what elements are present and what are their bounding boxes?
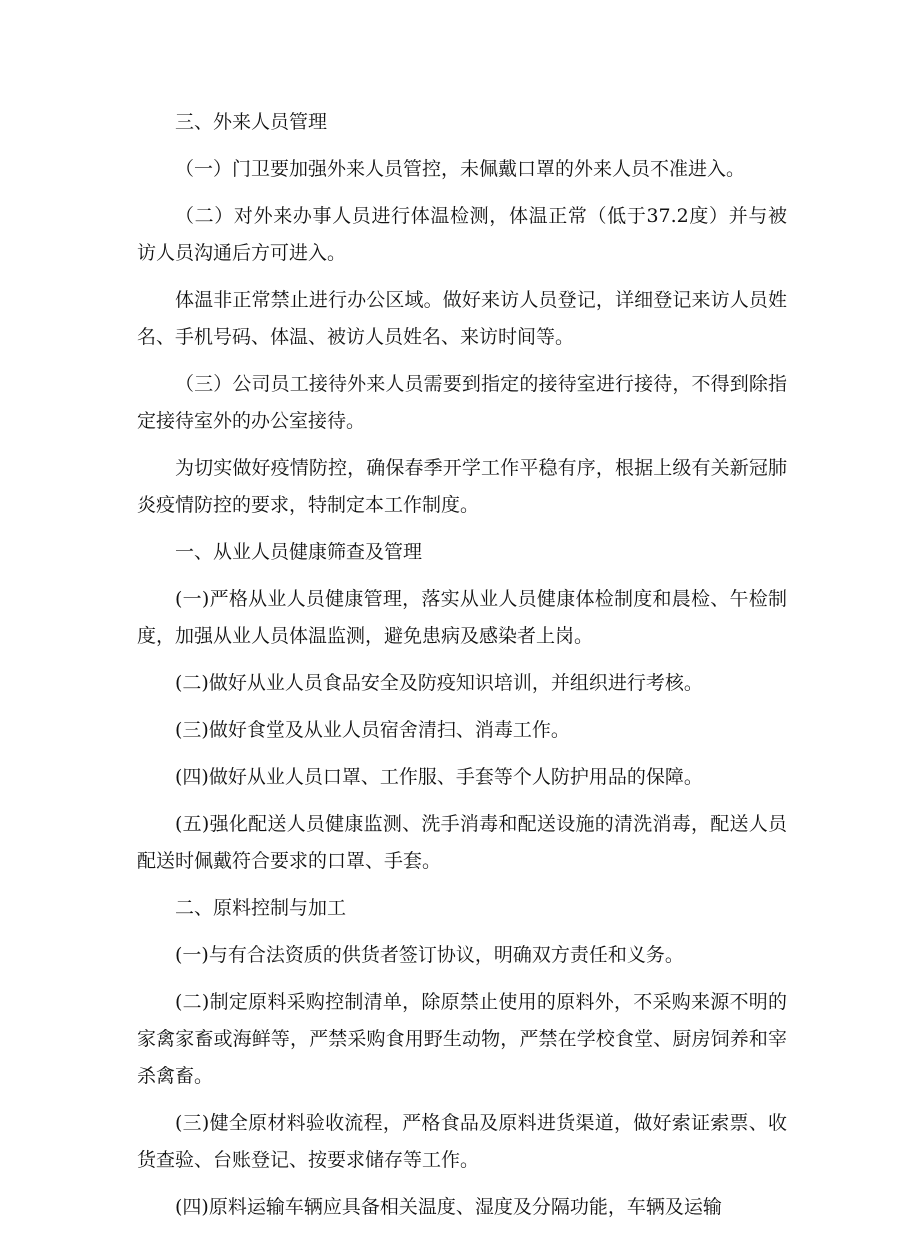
paragraph: (四)原料运输车辆应具备相关温度、湿度及分隔功能，车辆及运输 [175,1196,722,1218]
section-heading: 二、原料控制与加工 [175,897,347,919]
paragraph: (四)做好从业人员口罩、工作服、手套等个人防护用品的保障。 [175,766,703,788]
paragraph: (五)强化配送人员健康监测、洗手消毒和配送设施的清洗消毒，配送人员配送时佩戴符合要求的口罩、手套。 [137,813,787,872]
paragraph: (二)做好从业人员食品安全及防疫知识培训，并组织进行考核。 [175,672,703,694]
document-body [137,104,787,1236]
paragraph: (二)制定原料采购控制清单，除原禁止使用的原料外，不采购来源不明的家禽家畜或海鲜等，严禁采购食用野生动物，严禁在学校食堂、厨房饲养和宰杀禽畜。 [137,991,787,1087]
paragraph: 体温非正常禁止进行办公区域。做好来访人员登记，详细登记来访人员姓名、手机号码、体温、被访人员姓名、来访时间等。 [137,289,787,348]
paragraph: 为切实做好疫情防控，确保春季开学工作平稳有序，根据上级有关新冠肺炎疫情防控的要求，特制定本工作制度。 [137,457,787,516]
paragraph: (一)与有合法资质的供货者签订协议，明确双方责任和义务。 [175,944,684,966]
paragraph: (三)做好食堂及从业人员宿舍清扫、消毒工作。 [175,719,570,741]
paragraph: （三）公司员工接待外来人员需要到指定的接待室进行接待，不得到除指定接待室外的办公室接待。 [137,373,787,432]
section-heading: 一、从业人员健康筛查及管理 [175,541,423,563]
paragraph: （二）对外来办事人员进行体温检测，体温正常（低于37.2度）并与被访人员沟通后方可进入。 [137,205,787,264]
section-heading: 三、外来人员管理 [175,111,328,133]
paragraph: (一)严格从业人员健康管理，落实从业人员健康体检制度和晨检、午检制度，加强从业人员体温监测，避免患病及感染者上岗。 [137,588,787,647]
paragraph: (三)健全原材料验收流程，严格食品及原料进货渠道，做好索证索票、收货查验、台账登记、按要求储存等工作。 [137,1112,787,1171]
paragraph: （一）门卫要加强外来人员管控，未佩戴口罩的外来人员不准进入。 [175,158,746,180]
